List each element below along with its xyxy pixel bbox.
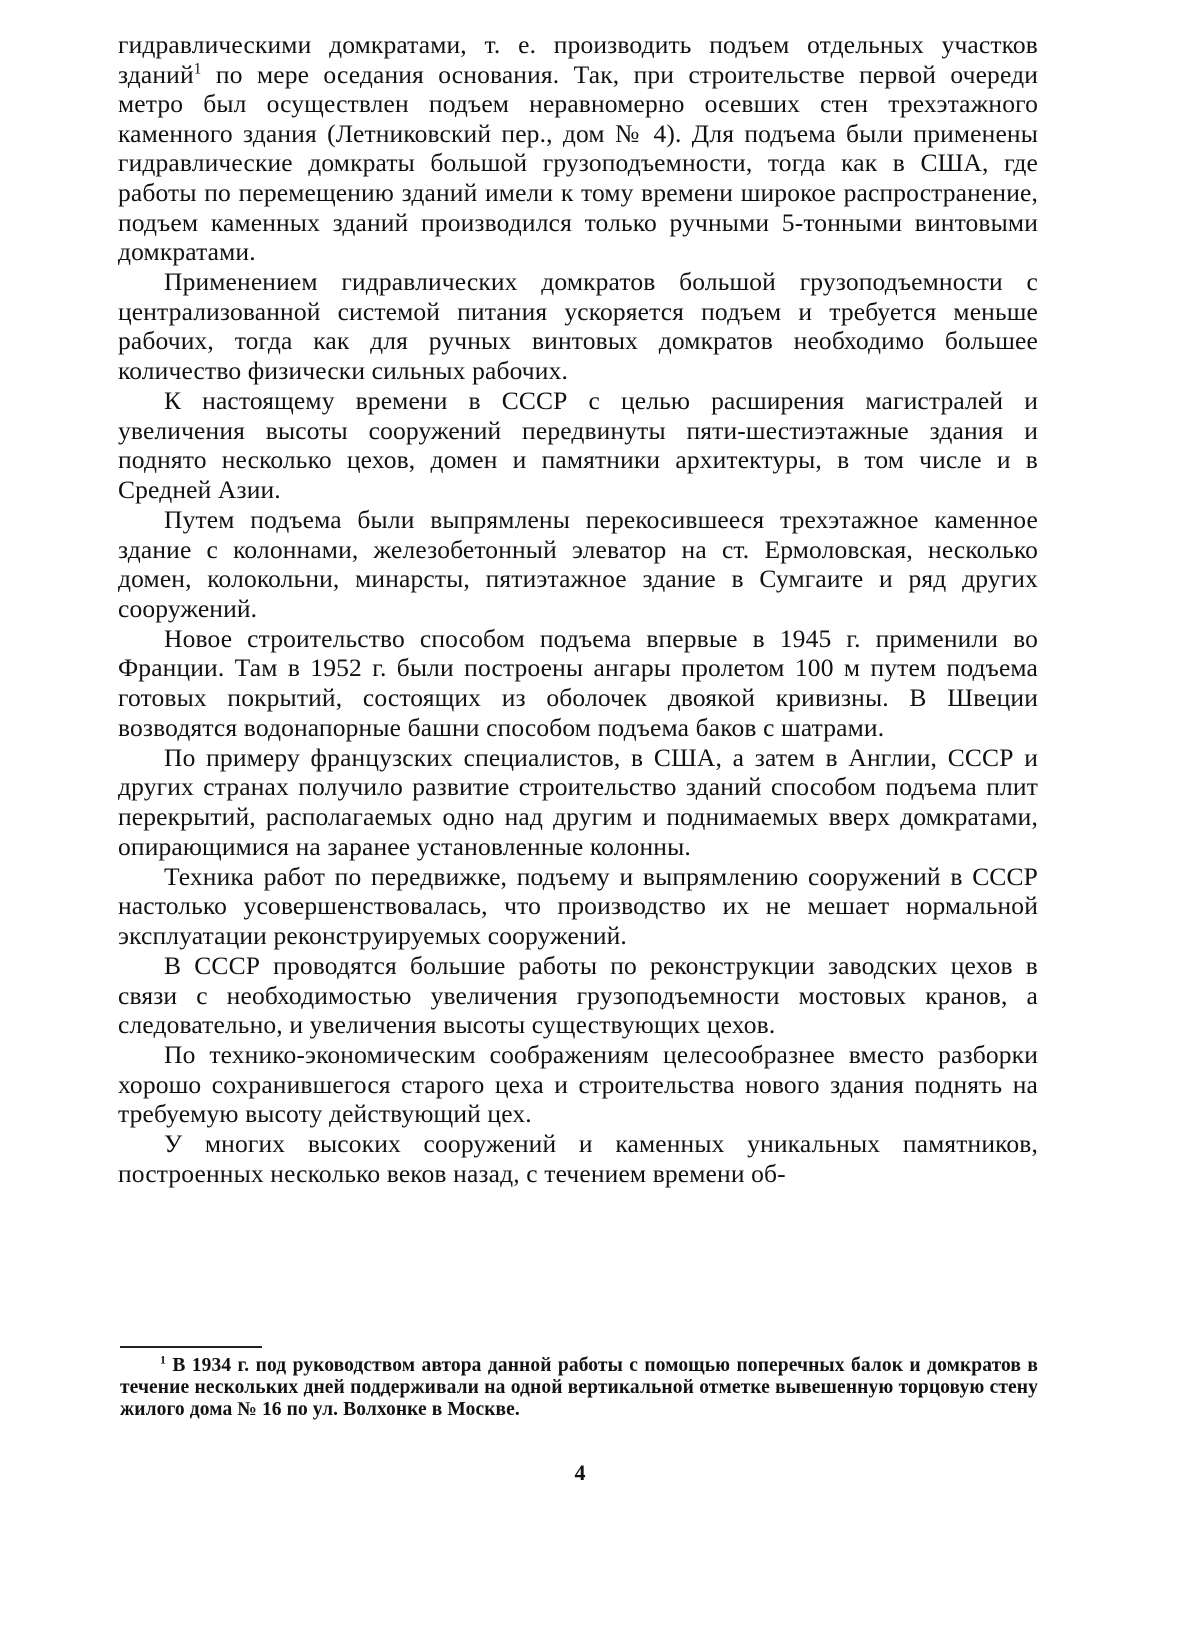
paragraph-8: В СССР проводятся большие работы по реконструкции заводских цехов в связи с необходимостью увеличения грузоподъемности мостовых кранов, а следовательно, и увеличения высоты существующих цехов. bbox=[118, 950, 1038, 1040]
main-text bbox=[118, 30, 1038, 1189]
paragraph-1 bbox=[118, 30, 1038, 267]
paragraph-1-text: гидравлическими домкратами, т. е. производить подъем отдельных участков зданий bbox=[118, 30, 1038, 89]
footnote bbox=[120, 1355, 1038, 1421]
page-body bbox=[118, 30, 1038, 1189]
paragraph-2: Применением гидравлических домкратов большой грузоподъемности с централизованной системой питания ускоряется подъем и требуется меньше рабочих, тогда как для ручных винтовых домкратов необходимо большее количество физически сильных рабочих. bbox=[118, 267, 1038, 386]
paragraph-10: У многих высоких сооружений и каменных уникальных памятников, построенных несколько веков назад, с течением времени об- bbox=[118, 1129, 1038, 1189]
paragraph-3: К настоящему времени в СССР с целью расширения магистралей и увеличения высоты сооружений передвинуты пяти-шестиэтажные здания и поднято несколько цехов, домен и памятники архитектуры, в том числе и в Средней Азии. bbox=[118, 386, 1038, 504]
footnote-divider bbox=[120, 1346, 262, 1348]
paragraph-7: Техника работ по передвижке, подъему и выпрямлению сооружений в СССР настолько усовершенствовалась, что производство их не мешает нормальной эксплуатации реконструируемых сооружений. bbox=[118, 861, 1038, 950]
paragraph-9: По технико-экономическим соображениям целесообразнее вместо разборки хорошо сохранившегося старого цеха и строительства нового здания поднять на требуемую высоту действующий цех. bbox=[118, 1040, 1038, 1129]
paragraph-1-text-continued: по мере оседания основания. Так, при строительстве первой очереди метро был осуществлен подъем неравномерно осевших стен трехэтажного каменного здания (Летниковский пер., дом № 4). Для подъема были применены гидравлические домкраты большой грузоподъемности, тогда как в США, где работы по перемещению зданий имели к тому времени широкое распространение, подъем каменных зданий производился только ручными 5-тонными винтовыми домкратами. bbox=[118, 59, 1038, 267]
footnote-text: В 1934 г. под руководством автора данной работы с помощью поперечных балок и домкратов в течение нескольких дней поддерживали на одной вертикальной отметке вывешенную торцовую стену жилого дома № 16 по ул. Волхонке в Москве. bbox=[120, 1355, 1038, 1420]
paragraph-6: По примеру французских специалистов, в США, а затем в Англии, СССР и других странах получило развитие строительство зданий способом подъема плит перекрытий, располагаемых одно над другим и поднимаемых вверх домкратами, опирающимися на заранее установленные колонны. bbox=[118, 742, 1038, 861]
footnote-reference[interactable]: 1 bbox=[193, 60, 202, 78]
paragraph-4: Путем подъема были выпрямлены перекосившееся трехэтажное каменное здание с колоннами, железобетонный элеватор на ст. Ермоловская, несколько домен, колокольни, минарсты, пятиэтажное здание в Сумгаите и ряд других сооружений. bbox=[118, 505, 1038, 623]
page-number: 4 bbox=[574, 1460, 586, 1485]
footnote-marker: 1 bbox=[160, 1353, 166, 1367]
paragraph-5: Новое строительство способом подъема впервые в 1945 г. применили во Франции. Там в 1952 г. были построены ангары пролетом 100 м путем подъема готовых покрытий, состоящих из оболочек двоякой кривизны. В Швеции возводятся водонапорные башни способом подъема баков с шатрами. bbox=[118, 623, 1038, 742]
